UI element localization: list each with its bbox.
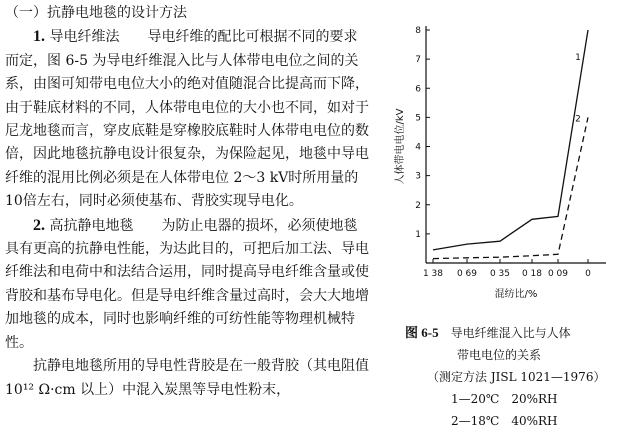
series-1-line [433, 30, 588, 250]
item-number-1: 1. [33, 28, 45, 46]
x-tick-label: 0 35 [489, 269, 511, 279]
caption-line-1: 导电纤维混入比与人体 [450, 326, 571, 340]
y-tick-label: 6 [415, 84, 421, 95]
caption-method: （测定方法 JISL 1021—1976） [427, 370, 606, 384]
caption-legend-1: 1—20℃ 20%RH [451, 392, 558, 406]
caption-legend-2: 2—18℃ 40%RH [451, 414, 558, 428]
x-tick-label: 0 [585, 269, 591, 279]
x-tick-label: 0 18 [521, 269, 543, 279]
y-tick-label: 2 [415, 200, 421, 211]
y-tick-label: 8 [415, 26, 421, 36]
figure-6-5 [392, 22, 628, 312]
x-axis-title: 混纺比/% [494, 289, 538, 300]
line-chart [392, 22, 628, 312]
y-tick-label: 4 [415, 142, 421, 153]
paragraph-1 [5, 25, 369, 213]
paragraph-2 [5, 214, 369, 355]
y-axis-title: 人体带电电位/kV [395, 108, 406, 185]
x-tick-label: 0 69 [456, 269, 478, 279]
caption-line-2: 带电电位的关系 [457, 348, 542, 362]
paragraph-2-text: 高抗静电地毯 为防止电器的损坏，必须使地毯具有更高的抗静电性能，为达此目的，可把后加工法、导电纤维法和电荷中和法结合运用，同时提高导电纤维含量或使背胶和基布导电化。但是导电纤维含量过高时，会大大地增加地毯的成本，同时也影响纤维的可纺性能等物理机械特性。 [5, 217, 369, 351]
series-2-line [433, 117, 588, 258]
figure-label: 图 6-5 [405, 325, 439, 340]
series-1-label: 1 [575, 53, 581, 63]
y-tick-label: 1 [415, 229, 421, 240]
item-number-2: 2. [33, 216, 45, 234]
caption-title-line-1 [405, 322, 625, 344]
figure-caption [405, 322, 625, 432]
x-tick-label: 0 09 [547, 269, 569, 279]
y-tick-label: 7 [415, 55, 421, 66]
paragraph-3: 抗静电地毯所用的导电性背胶是在一般背胶（其电阻值 10¹² Ω·cm 以上）中混入炭黑等导电性粉末， [5, 358, 369, 398]
section-heading: （一）抗静电地毯的设计方法 [5, 5, 187, 21]
body-text [5, 2, 369, 402]
series-2-label: 2 [575, 114, 581, 125]
x-tick-label: 1 38 [422, 269, 444, 279]
paragraph-1-text: 导电纤维法 导电纤维的配比可根据不同的要求而定，图 6-5 为导电纤维混入比与人体带电电位之间的关系，由图可知带电电位大小的绝对值随混合比提高而下降，由于鞋底材料的不同，人体带电电位的大小也不同，如对于尼龙地毯而言，穿皮底鞋是穿橡胶底鞋时人体带电电位的数倍，因此地毯抗静电设计很复杂，为保险起见，地毯中导电纤维的混用比例必须是在人体带电位 2～3 kV时所用量的 10倍左右，同时必须使基布、背胶实现导电化。 [5, 29, 369, 210]
y-tick-label: 3 [415, 171, 421, 182]
y-tick-label: 5 [415, 113, 421, 124]
